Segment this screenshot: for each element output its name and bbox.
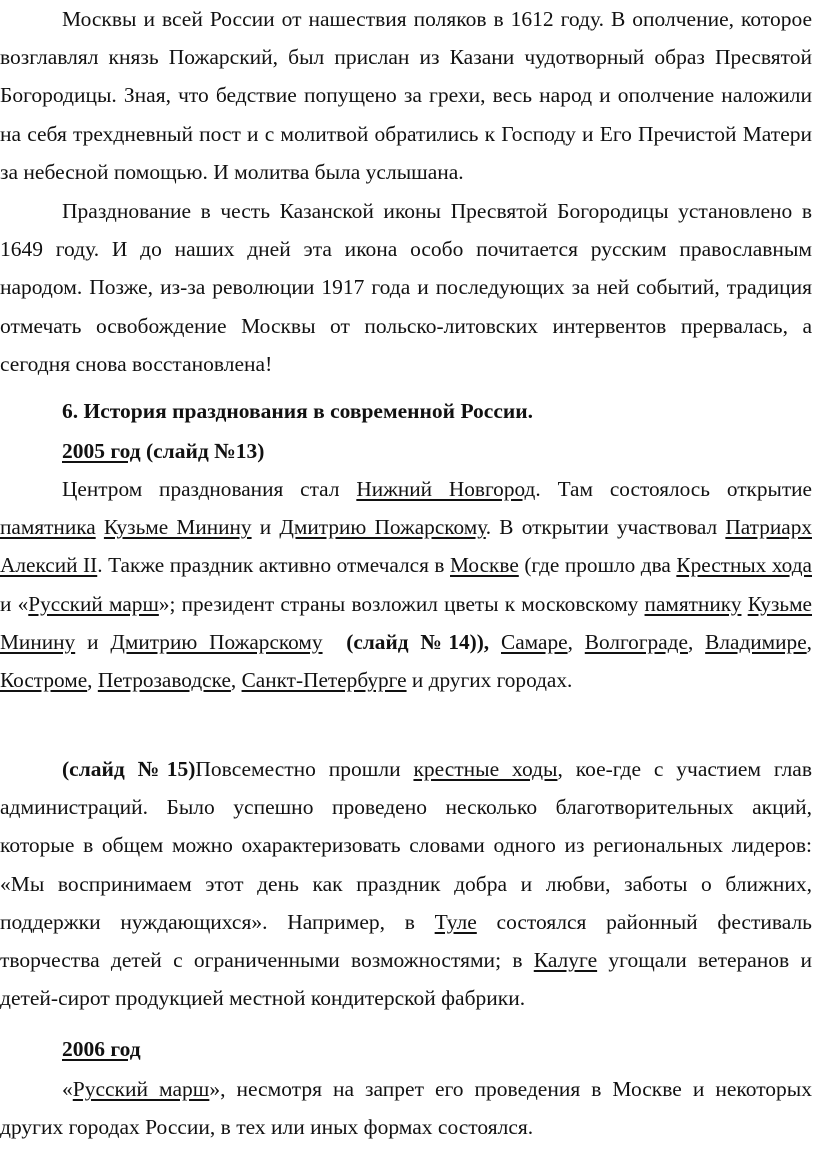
link-minin[interactable]: Кузьме Минину — [0, 591, 812, 654]
text: Центром празднования стал — [62, 477, 357, 501]
year-label: 2006 год — [62, 1037, 141, 1061]
text — [489, 630, 501, 654]
text: , — [806, 629, 812, 654]
slide-ref: (слайд №13) — [140, 439, 265, 463]
text: , кое-где с участием глав администраций. Было успешно проведено несколько благотворительных акций, которые в общем можно охарактеризовать словами одного из региональных лидеров: «Мы воспринимаем этот день как праздник добра и любви, заботы о ближних, поддержки нуждающихся». Например, в — [0, 757, 812, 934]
text: »; президент страны возложил цветы к московскому — [158, 591, 645, 616]
year-heading-2005 — [62, 432, 264, 470]
slide-ref: (слайд №15) — [62, 757, 196, 781]
paragraph-slide-15 — [0, 750, 812, 1017]
text — [96, 515, 104, 539]
text: . Там состоялось открытие — [535, 477, 812, 501]
link-procession[interactable]: Крестных хода — [676, 553, 812, 578]
text: и других городах. — [406, 668, 573, 693]
link-processions[interactable]: крестные ходы — [413, 757, 558, 781]
text: « — [62, 1077, 73, 1101]
year-label: 2005 год — [62, 439, 141, 463]
text: состоялся районный фестиваль творчества детей с ограниченными возможностями; в — [0, 909, 812, 973]
section-heading: 6. История празднования в современной России. — [62, 399, 534, 423]
text: Повсеместно прошли — [195, 757, 414, 781]
link-moscow[interactable]: Москве — [450, 553, 519, 578]
link-tula[interactable]: Туле — [434, 909, 477, 934]
text: », несмотря на запрет его проведения в Москве и некоторых других городах России, в тех или иных формах состоялся. — [0, 1077, 813, 1140]
text: , — [567, 629, 585, 654]
text: угощали ветеранов и детей-сирот продукцией местной кондитерской фабрики. — [0, 948, 812, 1011]
link-russian-march[interactable]: Русский марш — [72, 1077, 210, 1101]
year-heading-2006 — [62, 1030, 141, 1068]
link-vladimir[interactable]: Владимире — [705, 629, 807, 654]
text: . Также праздник активно отмечался в — [97, 553, 451, 578]
link-pozharsky[interactable]: Дмитрию Пожарскому — [110, 629, 323, 654]
paragraph-2006 — [0, 1070, 812, 1146]
text: и « — [0, 591, 29, 616]
text: (где прошло два — [518, 553, 677, 578]
text: , — [87, 668, 98, 693]
link-monument[interactable]: памятнику — [644, 591, 742, 616]
link-petrozavodsk[interactable]: Петрозаводске — [97, 668, 231, 693]
link-kostroma[interactable]: Костроме — [0, 668, 88, 693]
text: и — [251, 515, 280, 540]
link-russian-march[interactable]: Русский марш — [28, 591, 159, 616]
text: , — [230, 668, 242, 693]
slide-ref: (слайд №14)), — [322, 629, 490, 654]
link-samara[interactable]: Самаре — [501, 629, 568, 654]
link-patriarch-alexy[interactable]: Патриарх Алексий II — [0, 515, 812, 578]
link-monument[interactable]: памятника — [0, 515, 96, 540]
link-kaluga[interactable]: Калуге — [533, 948, 598, 973]
paragraph-intro — [0, 0, 812, 191]
text: и — [75, 629, 111, 654]
paragraph-text: Москвы и всей России от нашествия поляков в 1612 году. В ополчение, которое возглавлял князь Пожарский, был прислан из Казани чудотворный образ Пресвятой Богородицы. Зная, что бедствие попущено за грехи, весь народ и ополчение наложили на себя трехдневный пост и с молитвой обратились к Господу и Его Пречистой Матери за небесной помощью. И молитва была услышана. — [0, 7, 812, 184]
text: . В открытии участвовал — [485, 515, 726, 540]
link-volgograd[interactable]: Волгограде — [584, 629, 688, 654]
paragraph-text: Празднование в честь Казанской иконы Пресвятой Богородицы установлено в 1649 году. И до наших дней эта икона особо почитается русским православным народом. Позже, из-за революции 1917 года и последующих за ней событий, традиция отмечать освобождение Москвы от польско-литовских интервентов прервалась, а сегодня снова восстановлена! — [0, 199, 812, 376]
link-nizhny-novgorod[interactable]: Нижний Новгород — [356, 477, 536, 501]
link-minin[interactable]: Кузьме Минину — [103, 515, 252, 540]
link-saint-petersburg[interactable]: Санкт-Петербурге — [241, 668, 407, 693]
link-pozharsky[interactable]: Дмитрию Пожарскому — [279, 515, 486, 540]
paragraph-2005 — [0, 470, 812, 699]
paragraph-kazan-icon — [0, 192, 812, 383]
text: , — [687, 629, 706, 654]
